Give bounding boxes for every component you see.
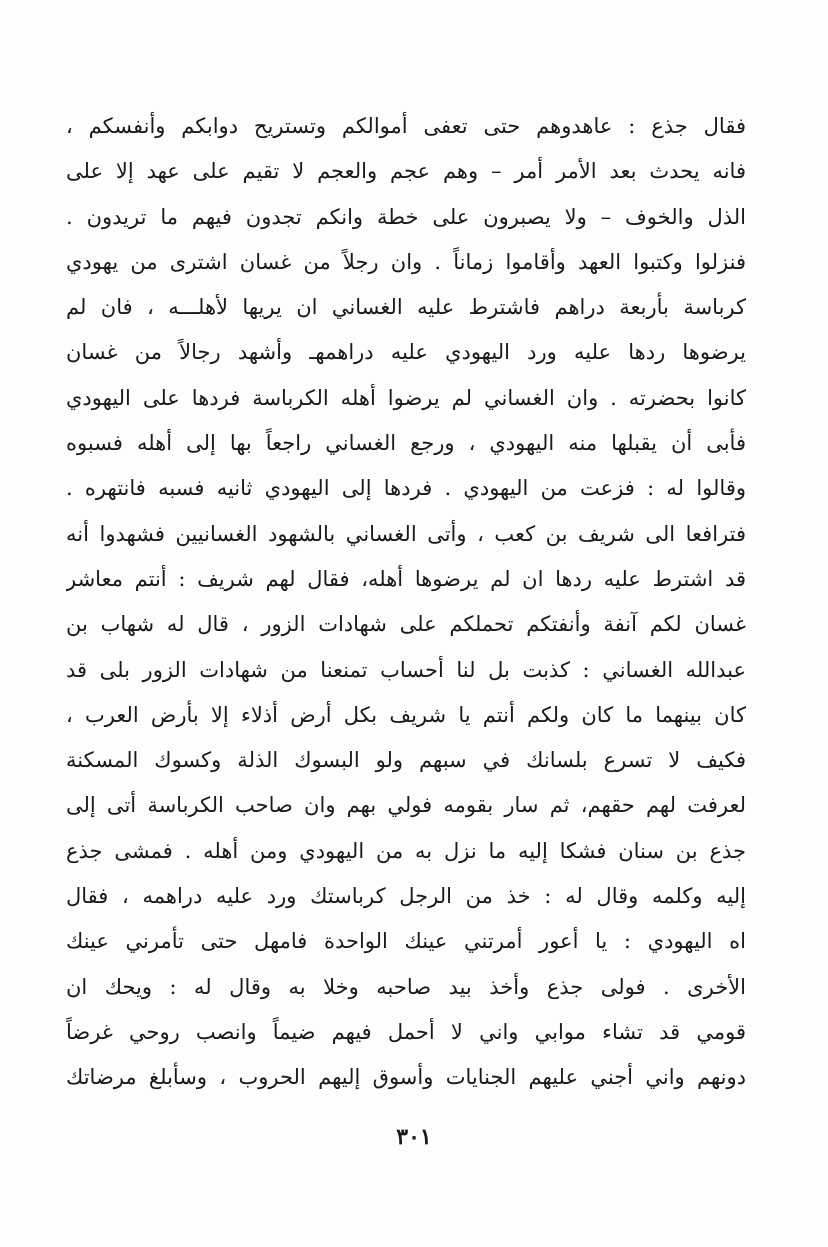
text-line: فكيف لا تسرع بلسانك في سبهم ولو البسوك الذلة وكسوك المسكنة bbox=[66, 748, 746, 773]
text-line: دونهم واني أجني عليهم الجنايات وأسوق إليهم الحروب ، وسأبلغ مرضاتك bbox=[66, 1065, 746, 1090]
text-line: وقالوا له : فزعت من اليهودي . فردها إلى اليهودي ثانيه فسبه فانتهره . bbox=[66, 476, 746, 501]
text-line: قد اشترط عليه ردها ان لم يرضوها أهله، فقال لهم شريف : أنتم معاشر bbox=[66, 566, 746, 591]
text-line: يرضوها ردها عليه ورد اليهودي عليه دراهمهـ وأشهد رجالاً من غسان bbox=[66, 340, 746, 365]
text-line: عبدالله الغساني : كذبت بل لنا أحساب تمنعنا من شهادات الزور بلى قد bbox=[66, 657, 746, 682]
text-line: الأخرى . فولى جذع وأخذ بيد صاحبه وخلا به وقال له : ويحك ان bbox=[66, 974, 746, 999]
text-line: إليه وكلمه وقال له : خذ من الرجل كرباستك ورد عليه دراهمه ، فقال bbox=[66, 884, 746, 909]
body-text bbox=[66, 104, 746, 1101]
text-line: قومي قد تشاء موابي واني لا أحمل فيهم ضيماً وانصب روحي غرضاً bbox=[66, 1019, 746, 1044]
text-line: غسان لكم آنفة وأنفتكم تحملكم على شهادات الزور ، قال له شهاب بن bbox=[66, 612, 746, 637]
text-line: فقال جذع : عاهدوهم حتى تعفى أموالكم وتستريح دوابكم وأنفسكم ، bbox=[66, 114, 746, 138]
text-line: كرباسة بأربعة دراهم فاشترط عليه الغساني ان يريها لأهلـــه ، فان لم bbox=[66, 295, 746, 320]
text-line: اه اليهودي : يا أعور أمرتني عينك الواحدة فامهل حتى تأمرني عينك bbox=[66, 929, 746, 954]
text-line: فترافعا الى شريف بن كعب ، وأتى الغساني بالشهود الغسانيين فشهدوا أنه bbox=[66, 521, 746, 546]
text-line: لعرفت لهم حقهم، ثم سار بقومه فولي بهم وان صاحب الكرباسة أتى إلى bbox=[66, 793, 746, 818]
text-line: فانه يحدث بعد الأمر أمر – وهم عجم والعجم لا تقيم على عهد إلا على bbox=[66, 159, 746, 184]
text-line: فنزلوا وكتبوا العهد وأقاموا زماناً . وان رجلاً من غسان اشترى من يهودي bbox=[66, 249, 746, 274]
text-line: جذع بن سنان فشكا إليه ما نزل به من اليهودي ومن أهله . فمشى جذع bbox=[66, 838, 746, 863]
page-number: ٣٠١ bbox=[396, 1124, 432, 1150]
text-line: فأبى أن يقبلها منه اليهودي ، ورجع الغساني راجعاً بها إلى أهله فسبوه bbox=[66, 431, 746, 456]
text-line: كان بينهما ما كان ولكم أنتم يا شريف بكل أرض أذلاء إلا بأرض العرب ، bbox=[66, 702, 746, 727]
text-line: كانوا بحضرته . وان الغساني لم يرضوا أهله الكرباسة فردها على اليهودي bbox=[66, 385, 746, 410]
text-line: الذل والخوف – ولا يصبرون على خطة وانكم تجدون فيهم ما تريدون . bbox=[66, 204, 746, 229]
